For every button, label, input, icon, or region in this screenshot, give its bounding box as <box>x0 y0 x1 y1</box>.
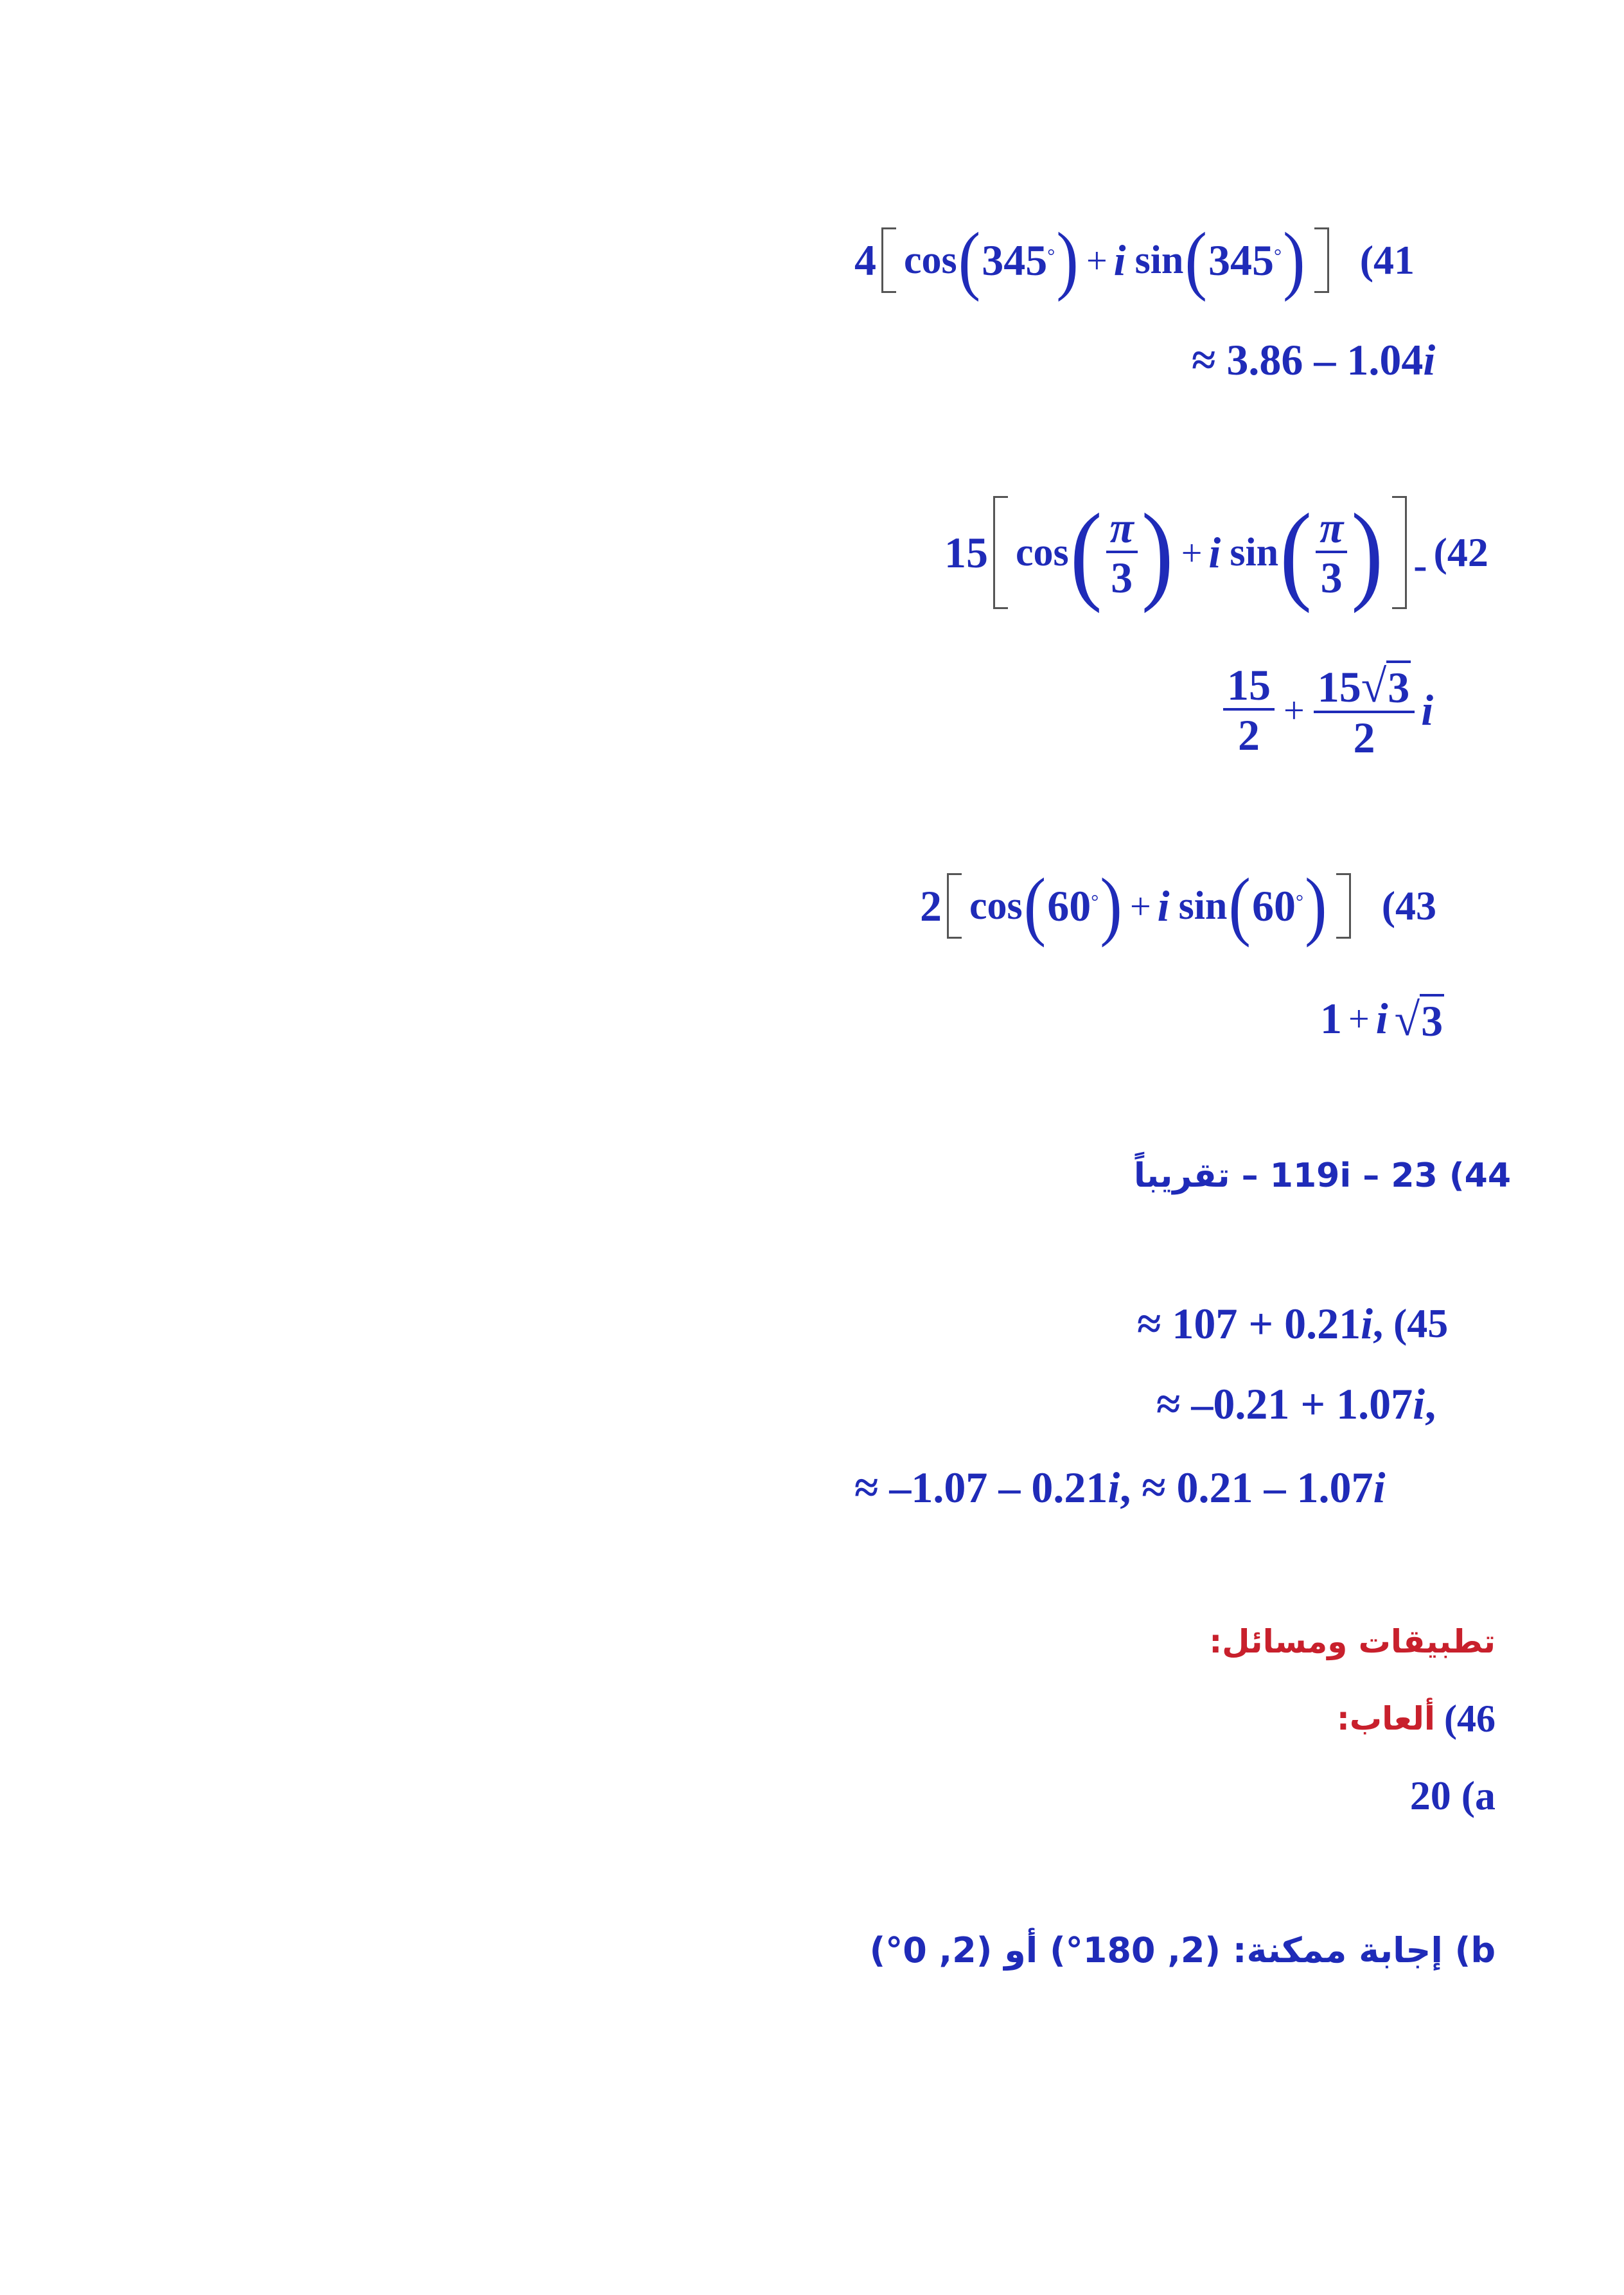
q41-label: (41 <box>1359 237 1415 283</box>
numerator <box>1314 660 1415 713</box>
degree-symbol: ° <box>1274 245 1282 267</box>
pi-over-3-fraction <box>1106 503 1138 602</box>
q44-line: 44) 23 – 119i – تقريباً <box>1134 1156 1512 1195</box>
q42-result <box>1221 655 1433 765</box>
sqrt-symbol: √ 3 <box>1394 994 1443 1045</box>
sin-label: sin <box>1178 883 1228 928</box>
q43-expression <box>920 864 1436 948</box>
q45-value-2: ≈ –0.21 + 1.07 <box>1156 1379 1413 1428</box>
imag-unit: i <box>1375 993 1388 1043</box>
dash: - <box>1413 542 1427 588</box>
q43-result <box>1320 986 1444 1050</box>
q41-result <box>1192 334 1435 385</box>
denominator: 3 <box>1111 553 1133 602</box>
left-paren: ( <box>1023 863 1046 948</box>
q43-coef: 2 <box>920 881 942 930</box>
left-bracket <box>947 873 962 939</box>
numerator-coef: 15 <box>1317 662 1361 711</box>
left-bracket <box>993 496 1008 609</box>
q46-title: ألعاب: <box>1336 1700 1436 1737</box>
q46-part-a: 20 (a <box>1409 1773 1496 1818</box>
right-bracket <box>1314 227 1329 293</box>
q45-value-1: ≈ 107 + 0.21 <box>1137 1298 1361 1348</box>
right-paren: ) <box>1283 217 1305 303</box>
q45-line3 <box>854 1462 1385 1513</box>
q45-line2 <box>1156 1378 1436 1430</box>
section-heading: تطبيقات ومسائل: <box>1209 1623 1496 1660</box>
q46-label: 46) <box>1444 1697 1496 1740</box>
cos-label: cos <box>904 238 957 282</box>
q42-coef: 15 <box>944 527 988 577</box>
fifteen-root3-halves-fraction <box>1314 660 1415 762</box>
sin-label: sin <box>1134 238 1184 282</box>
q43-angle1: 60 <box>1047 881 1091 930</box>
degree-symbol: ° <box>1296 891 1304 912</box>
q45-value-4: , ≈ 0.21 – 1.07 <box>1120 1462 1373 1512</box>
denominator: 2 <box>1238 711 1260 759</box>
q41-result-value: ≈ 3.86 – 1.04 <box>1192 335 1424 384</box>
comma: , <box>1424 1379 1436 1428</box>
imag-unit: i <box>1208 527 1221 577</box>
radicand: 3 <box>1386 660 1411 709</box>
pi-over-3-fraction <box>1316 503 1347 602</box>
denominator: 3 <box>1320 553 1343 602</box>
plus-sign: + <box>1129 885 1151 927</box>
right-paren: ) <box>1100 863 1122 948</box>
q43-label: (43 <box>1381 883 1436 928</box>
q42-label: (42 <box>1433 529 1488 575</box>
imag-unit: i <box>1361 1298 1373 1348</box>
left-bracket <box>881 227 896 293</box>
q43-angle2: 60 <box>1252 881 1296 930</box>
degree-symbol: ° <box>1047 245 1055 267</box>
right-paren: ) <box>1141 491 1174 614</box>
q46-heading <box>1337 1693 1496 1744</box>
denominator: 2 <box>1353 713 1375 762</box>
sin-label: sin <box>1230 530 1279 574</box>
plus-sign: + <box>1086 239 1108 281</box>
imag-unit: i <box>1423 335 1436 384</box>
right-paren: ) <box>1056 217 1079 303</box>
q45-line1 <box>1137 1298 1448 1349</box>
numerator: 15 <box>1223 663 1275 711</box>
fifteen-halves-fraction <box>1223 660 1275 759</box>
plus-sign: + <box>1284 689 1305 731</box>
sqrt-symbol: √ 3 <box>1361 660 1410 712</box>
right-paren: ) <box>1351 491 1384 614</box>
q41-coef: 4 <box>854 235 876 285</box>
imag-unit: i <box>1413 1379 1425 1428</box>
imag-unit: i <box>1108 1462 1120 1512</box>
q45-value-3: ≈ –1.07 – 0.21 <box>854 1462 1108 1512</box>
q41-angle2: 345 <box>1208 235 1275 285</box>
cos-label: cos <box>1016 530 1069 574</box>
q42-expression <box>944 491 1488 614</box>
imag-unit: i <box>1373 1462 1386 1512</box>
right-bracket <box>1336 873 1351 939</box>
imag-unit: i <box>1421 685 1434 734</box>
plus-sign: + <box>1181 531 1203 574</box>
left-paren: ( <box>1228 863 1251 948</box>
radicand: 3 <box>1420 994 1444 1043</box>
q41-angle1: 345 <box>982 235 1048 285</box>
right-bracket <box>1392 496 1407 609</box>
q46-part-b: b) إجابة ممكنة: (2, 180°) أو (2, 0°) <box>869 1929 1496 1971</box>
q45-label: , (45 <box>1372 1300 1449 1346</box>
q41-expression <box>854 218 1415 302</box>
left-paren: ( <box>1070 491 1102 614</box>
pi-symbol: π <box>1106 506 1138 553</box>
pi-symbol: π <box>1316 506 1347 553</box>
right-paren: ) <box>1305 863 1327 948</box>
left-paren: ( <box>1280 491 1312 614</box>
left-paren: ( <box>958 217 981 303</box>
imag-unit: i <box>1157 881 1170 930</box>
imag-unit: i <box>1113 235 1126 285</box>
left-paren: ( <box>1185 217 1208 303</box>
degree-symbol: ° <box>1091 891 1099 912</box>
cos-label: cos <box>969 883 1023 928</box>
plus-sign: + <box>1348 997 1370 1040</box>
one: 1 <box>1320 993 1342 1043</box>
